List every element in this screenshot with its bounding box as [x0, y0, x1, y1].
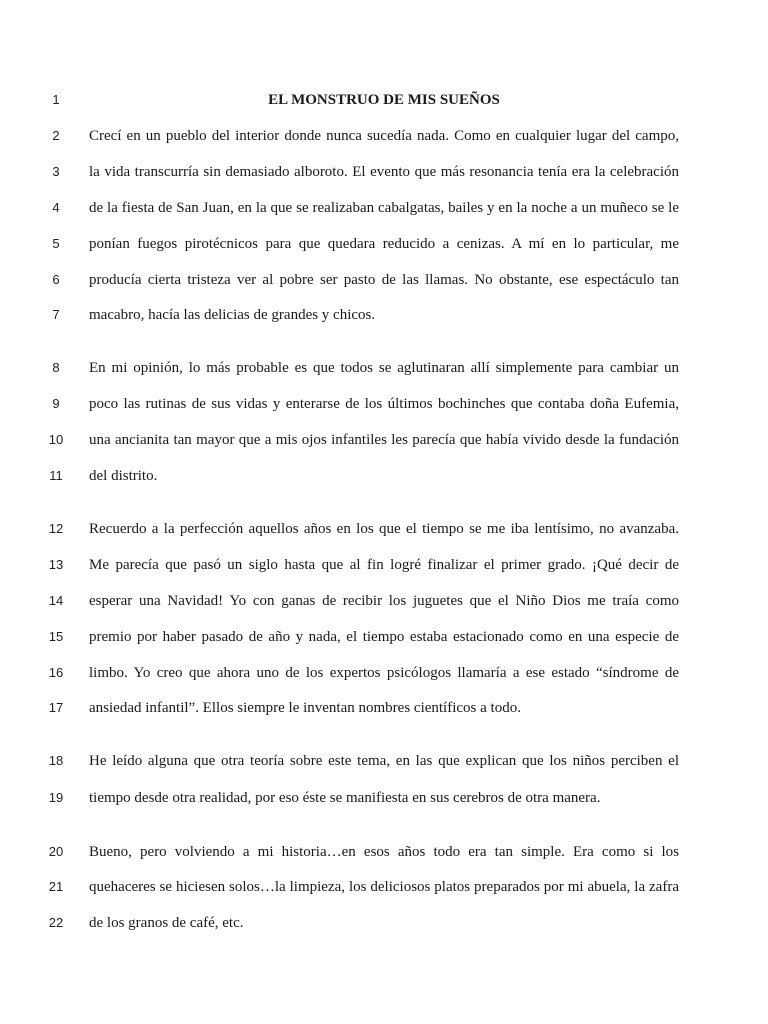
line-text: Crecí en un pueblo del interior donde nunca sucedía nada. Como en cualquier lugar del campo, [89, 128, 679, 144]
document-line [0, 661, 768, 685]
line-number: 10 [48, 432, 64, 447]
line-number: 7 [52, 307, 60, 322]
line-number: 5 [52, 236, 60, 251]
line-number: 6 [52, 272, 60, 287]
line-text: He leído alguna que otra teoría sobre este tema, en las que explican que los niños perciben el [89, 753, 679, 769]
line-text: esperar una Navidad! Yo con ganas de recibir los juguetes que el Niño Dios me traía como [89, 593, 679, 609]
line-number: 21 [48, 879, 64, 894]
document-line [0, 553, 768, 577]
line-text: del distrito. [89, 468, 158, 484]
line-text: de los granos de café, etc. [89, 915, 244, 931]
line-number: 3 [52, 164, 60, 179]
document-line [0, 392, 768, 416]
document-line [0, 625, 768, 649]
document-line [0, 232, 768, 256]
document-line [0, 124, 768, 148]
line-number: 17 [48, 700, 64, 715]
line-text: quehaceres se hiciesen solos…la limpieza, los deliciosos platos preparados por mi abuela, la zafra [89, 879, 679, 895]
line-text: ponían fuegos pirotécnicos para que quedara reducido a cenizas. A mí en lo particular, me [89, 236, 679, 252]
line-text: premio por haber pasado de año y nada, el tiempo estaba estacionado como en una especie de [89, 629, 679, 645]
line-number: 20 [48, 844, 64, 859]
document-line [0, 911, 768, 935]
line-number: 1 [52, 92, 60, 107]
document-line [0, 696, 768, 720]
line-number: 9 [52, 396, 60, 411]
line-number: 13 [48, 557, 64, 572]
document-line [0, 840, 768, 864]
document-line [0, 589, 768, 613]
line-number: 8 [52, 360, 60, 375]
line-text: limbo. Yo creo que ahora uno de los expertos psicólogos llamaría a ese estado “síndrome de [89, 665, 679, 681]
document-line [0, 786, 768, 810]
line-text: producía cierta tristeza ver al pobre ser pasto de las llamas. No obstante, ese espectáculo tan [89, 272, 679, 288]
line-text: ansiedad infantil”. Ellos siempre le inventan nombres científicos a todo. [89, 700, 521, 716]
line-number: 18 [48, 753, 64, 768]
document-line [0, 464, 768, 488]
document-line [0, 517, 768, 541]
line-number: 22 [48, 915, 64, 930]
line-number: 4 [52, 200, 60, 215]
line-text: tiempo desde otra realidad, por eso éste se manifiesta en sus cerebros de otra manera. [89, 790, 601, 806]
line-text: En mi opinión, lo más probable es que todos se aglutinaran allí simplemente para cambiar un [89, 360, 679, 376]
line-number: 11 [49, 468, 63, 483]
document-line [0, 268, 768, 292]
document-line [0, 303, 768, 327]
line-text: la vida transcurría sin demasiado alboroto. El evento que más resonancia tenía era la celebración [89, 164, 679, 180]
document-line [0, 196, 768, 220]
line-number: 19 [48, 790, 64, 805]
line-number: 14 [48, 593, 64, 608]
line-text: macabro, hacía las delicias de grandes y chicos. [89, 307, 376, 323]
line-number: 15 [48, 629, 64, 644]
line-text: una ancianita tan mayor que a mis ojos infantiles les parecía que había vivido desde la fundación [89, 432, 679, 448]
document-line [0, 160, 768, 184]
document-line [0, 875, 768, 899]
document-line [0, 88, 768, 112]
document-line [0, 428, 768, 452]
document-line [0, 749, 768, 773]
line-number: 12 [48, 521, 64, 536]
line-text: Bueno, pero volviendo a mi historia…en esos años todo era tan simple. Era como si los [89, 844, 679, 860]
line-text: poco las rutinas de sus vidas y enterarse de los últimos bochinches que contaba doña Eufemia, [89, 396, 679, 412]
document-title: EL MONSTRUO DE MIS SUEÑOS [268, 92, 500, 108]
line-text: de la fiesta de San Juan, en la que se realizaban cabalgatas, bailes y en la noche a un muñeco se le [89, 200, 679, 216]
line-text: Recuerdo a la perfección aquellos años en los que el tiempo se me iba lentísimo, no avanzaba. [89, 521, 679, 537]
line-number: 2 [52, 128, 60, 143]
line-number: 16 [48, 665, 64, 680]
line-text: Me parecía que pasó un siglo hasta que al fin logré finalizar el primer grado. ¡Qué decir de [89, 557, 679, 573]
document-line [0, 356, 768, 380]
